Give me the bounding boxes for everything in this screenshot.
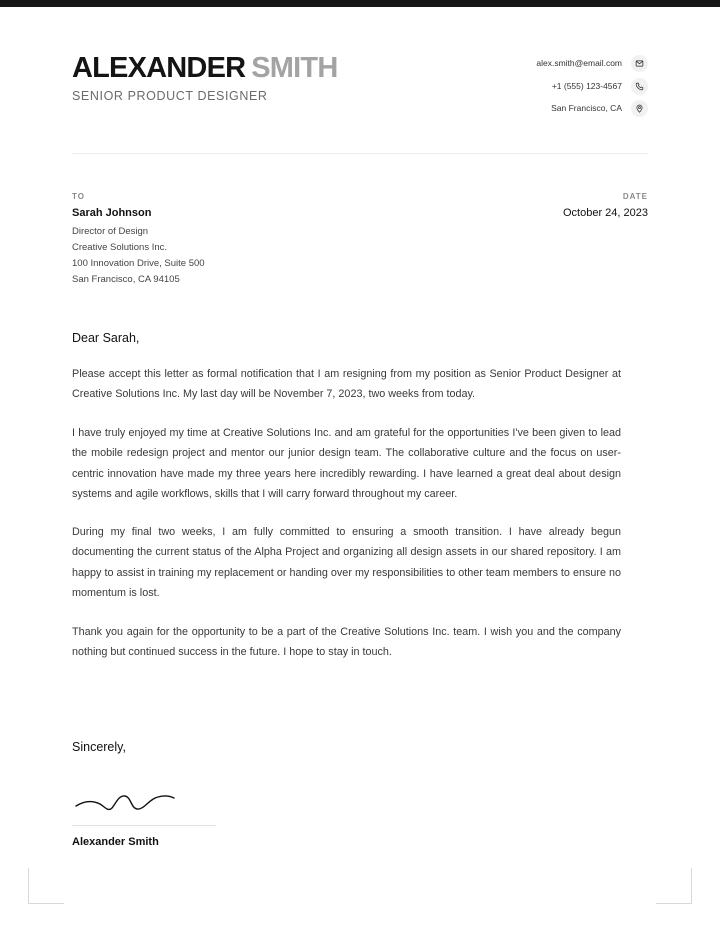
recipient-line: San Francisco, CA 94105	[72, 274, 180, 285]
recipient-line: Creative Solutions Inc.	[72, 242, 168, 253]
recipient-line: 100 Innovation Drive, Suite 500	[72, 258, 205, 269]
body-paragraph: During my final two weeks, I am fully committed to ensuring a smooth transition. I have already begun documenting the current status of the Alpha Project and organizing all design assets in our shared repository. I am happy to assist in training my replacement or handing over my responsibilities to other team members to ensure no momentum is lost.	[72, 526, 621, 599]
mail-icon	[631, 55, 648, 72]
recipient-name: Sarah Johnson	[72, 207, 152, 219]
recipient-label: TO	[72, 192, 85, 201]
page-corner-right	[656, 868, 692, 904]
signer-name: Alexander Smith	[72, 836, 159, 848]
body-paragraph: Thank you again for the opportunity to be a part of the Creative Solutions Inc. team. I wish you and the company nothing but continued success in the future. I hope to stay in touch.	[72, 626, 621, 659]
sender-first-name: ALEXANDER	[72, 52, 246, 84]
signature-line	[72, 825, 216, 826]
phone-icon	[631, 78, 648, 95]
contact-location[interactable]	[551, 99, 648, 117]
contact-email-text: alex.smith@email.com	[536, 58, 622, 68]
letter-date: October 24, 2023	[562, 207, 648, 219]
signature-scribble	[74, 788, 178, 814]
salutation: Dear Sarah,	[72, 331, 140, 345]
sender-title: SENIOR PRODUCT DESIGNER	[72, 89, 268, 103]
contact-phone-text: +1 (555) 123-4567	[551, 81, 622, 91]
body-paragraph: Please accept this letter as formal notification that I am resigning from my position as Senior Product Designer at Creative Solutions Inc. My last day will be November 7, 2023, two weeks from today.	[72, 368, 621, 401]
top-bar	[0, 0, 720, 7]
sender-last-name: SMITH	[251, 52, 338, 84]
contact-phone[interactable]	[552, 77, 648, 95]
location-pin-icon	[631, 100, 648, 117]
date-label: DATE	[622, 192, 648, 201]
closing: Sincerely,	[72, 740, 126, 754]
contact-location-text: San Francisco, CA	[551, 103, 622, 113]
body-paragraph: I have truly enjoyed my time at Creative Solutions Inc. and am grateful for the opportunities I've been given to lead the mobile redesign project and mentor our junior design team. The collaborative culture and the focus on user-centric innovation have made my three years here incredibly rewarding. I have learned a great deal about design systems and agile workflows, skills that I will carry forward throughout my career.	[72, 427, 621, 500]
recipient-line: Director of Design	[72, 226, 149, 237]
contact-email[interactable]	[536, 54, 648, 72]
sender-name	[72, 52, 337, 84]
page-corner-left	[28, 868, 64, 904]
header-divider	[72, 153, 648, 154]
